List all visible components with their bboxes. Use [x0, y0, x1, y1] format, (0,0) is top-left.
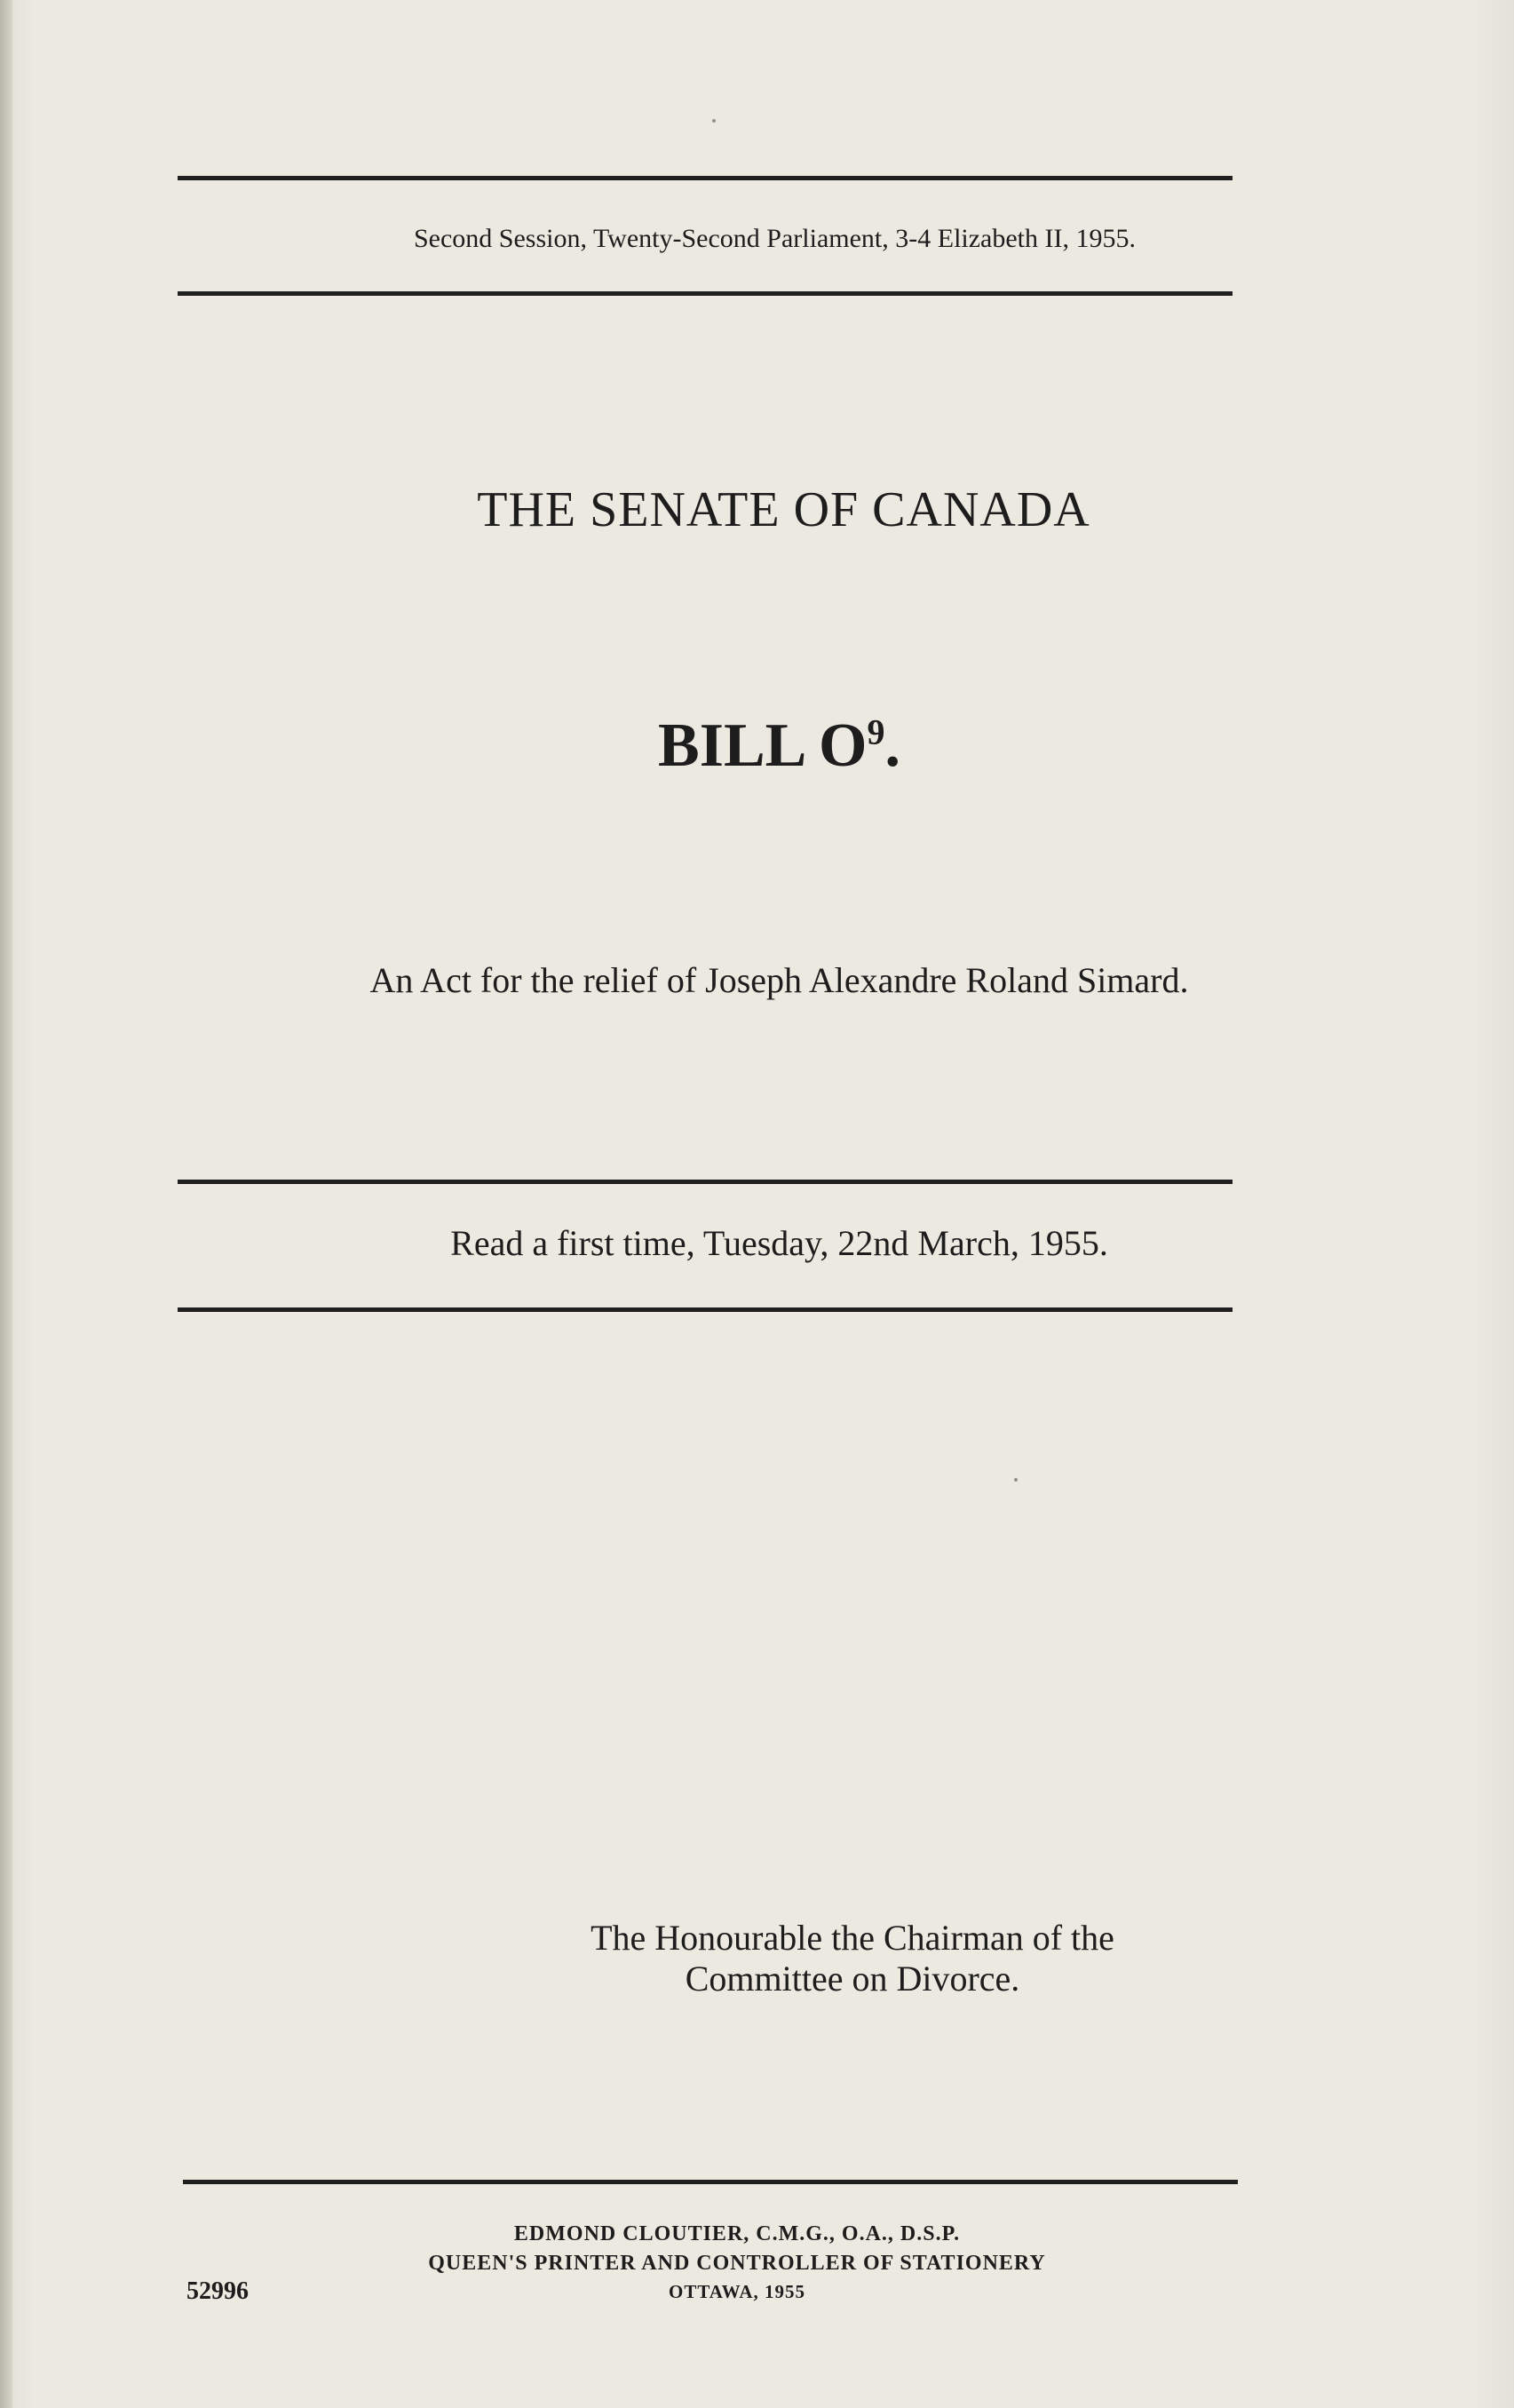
- bill-suffix: .: [884, 711, 900, 780]
- printer-city-year: OTTAWA, 1955: [669, 2281, 805, 2302]
- senate-heading: THE SENATE OF CANADA: [477, 482, 1090, 537]
- bill-prefix: BILL O: [658, 711, 868, 780]
- reading-top-rule: [178, 1180, 1233, 1184]
- sponsor-line-1: The Honourable the Chairman of the: [591, 1918, 1114, 1958]
- footer-rule: [183, 2180, 1238, 2184]
- reading-bottom-rule: [178, 1307, 1233, 1312]
- bill-number: [0, 711, 1514, 782]
- ink-speck: [1014, 1478, 1018, 1482]
- print-number: 52996: [186, 2277, 249, 2305]
- ink-speck: [712, 119, 716, 123]
- header-top-rule: [178, 176, 1233, 180]
- page-spine-shadow: [0, 0, 12, 2408]
- act-description: An Act for the relief of Joseph Alexandre Roland Simard.: [369, 960, 1189, 1000]
- bill-superscript: 9: [867, 711, 885, 752]
- session-line: Second Session, Twenty-Second Parliament, 3-4 Elizabeth II, 1955.: [413, 224, 1137, 253]
- printer-title: QUEEN'S PRINTER AND CONTROLLER OF STATIONERY: [428, 2252, 1046, 2275]
- header-bottom-rule: [178, 291, 1233, 296]
- first-reading-line: Read a first time, Tuesday, 22nd March, 1955.: [450, 1223, 1108, 1263]
- sponsor-line-2: Committee on Divorce.: [685, 1959, 1020, 1999]
- printer-name: EDMOND CLOUTIER, C.M.G., O.A., D.S.P.: [513, 2222, 961, 2245]
